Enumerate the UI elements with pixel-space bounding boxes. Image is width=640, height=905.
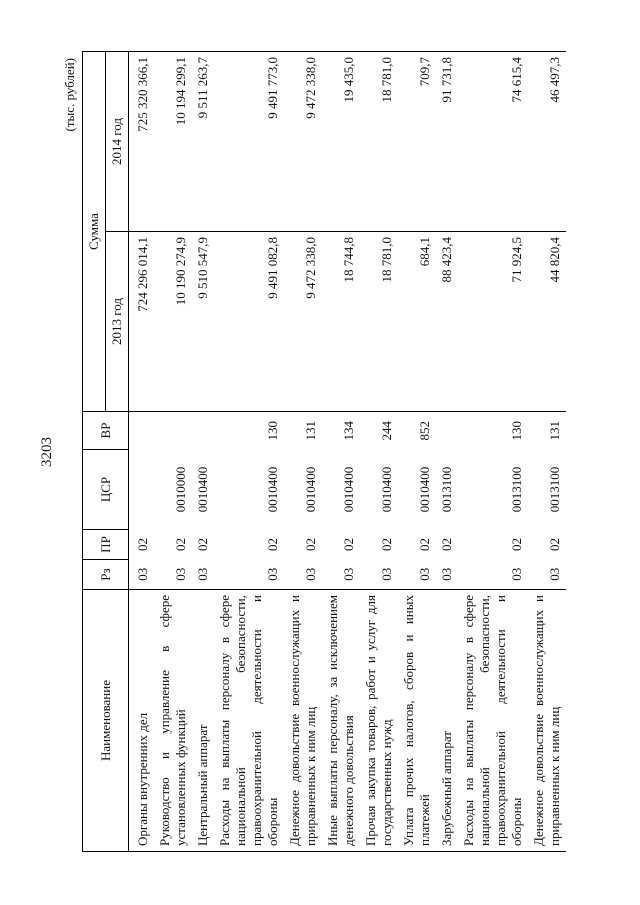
row-pr: 02 — [417, 538, 432, 551]
row-name: Денежное довольствие военнослужащих и приравненных к ним лиц — [528, 590, 566, 852]
budget-table — [82, 51, 566, 852]
row-vr: 131 — [284, 412, 322, 450]
row-pr: 02 — [509, 538, 524, 551]
row-amount-2013: 71 924,5 — [458, 232, 528, 412]
header-rz: Рз — [83, 560, 129, 590]
row-amount-2013: 44 820,4 — [528, 232, 566, 412]
row-amount-2014: 10 194 299,1 — [154, 52, 192, 232]
row-pr: 02 — [303, 538, 318, 551]
header-year-2014: 2014 год — [106, 52, 129, 232]
row-amount-2014: 91 731,8 — [436, 52, 458, 232]
row-rz: 03 — [509, 567, 524, 581]
row-vr: 244 — [360, 412, 398, 450]
row-name: Расходы на выплаты персоналу в сфере национальной безопасности, правоохранительной деятельности и обороны — [214, 590, 284, 852]
row-vr: 130 — [214, 412, 284, 450]
row-csr: 0010400 — [265, 466, 280, 513]
row-rz: 03 — [265, 567, 280, 581]
table-header — [83, 52, 129, 852]
row-name: Денежное довольствие военнослужащих и приравненных к ним лиц — [284, 590, 322, 852]
row-csr: 0010400 — [195, 466, 210, 513]
row-amount-2014: 19 435,0 — [322, 52, 360, 232]
row-vr — [436, 412, 458, 450]
row-amount-2013: 9 510 547,9 — [192, 232, 214, 412]
row-pr: 02 — [379, 538, 394, 551]
row-amount-2014: 9 511 263,7 — [192, 52, 214, 232]
row-amount-2014: 46 497,3 — [528, 52, 566, 232]
row-vr — [154, 412, 192, 450]
table-body — [129, 52, 567, 852]
row-amount-2014: 709,7 — [398, 52, 436, 232]
row-rz: 03 — [379, 567, 394, 581]
row-amount-2014: 9 491 773,0 — [214, 52, 284, 232]
row-rz: 03 — [341, 567, 356, 581]
row-vr: 131 — [528, 412, 566, 450]
row-pr: 02 — [341, 538, 356, 551]
row-name: Руководство и управление в сфере установленных функций — [154, 590, 192, 852]
header-year-2013: 2013 год — [106, 232, 129, 412]
row-csr: 0013100 — [509, 466, 524, 513]
table-row — [528, 52, 566, 852]
row-vr: 130 — [458, 412, 528, 450]
row-name: Центральный аппарат — [192, 590, 214, 852]
row-csr: 0010000 — [173, 466, 188, 513]
row-name: Органы внутренних дел — [129, 590, 155, 852]
row-amount-2013: 724 296 014,1 — [129, 232, 155, 412]
row-amount-2013: 18 781,0 — [360, 232, 398, 412]
row-pr: 02 — [439, 538, 454, 551]
row-csr: 0010400 — [417, 466, 432, 513]
row-csr: 0010400 — [303, 466, 318, 513]
row-csr — [129, 450, 155, 530]
header-sum: Сумма — [83, 52, 106, 412]
header-vr: ВР — [83, 412, 129, 450]
row-csr: 0013100 — [547, 466, 562, 513]
row-csr: 0013100 — [439, 466, 454, 513]
row-name: Иные выплаты персоналу, за исключением денежного довольствия — [322, 590, 360, 852]
row-name: Уплата прочих налогов, сборов и иных платежей — [398, 590, 436, 852]
table-row — [192, 52, 214, 852]
row-pr: 02 — [547, 538, 562, 551]
row-amount-2014: 9 472 338,0 — [284, 52, 322, 232]
table-row — [436, 52, 458, 852]
row-vr: 852 — [398, 412, 436, 450]
row-rz: 03 — [417, 567, 432, 581]
row-amount-2014: 18 781,0 — [360, 52, 398, 232]
header-pr: ПР — [83, 530, 129, 560]
row-csr: 0010400 — [379, 466, 394, 513]
row-rz: 03 — [195, 567, 210, 581]
row-pr: 02 — [265, 538, 280, 551]
table-row — [214, 52, 284, 852]
row-rz: 03 — [173, 567, 188, 581]
row-vr — [129, 412, 155, 450]
row-csr: 0010400 — [341, 466, 356, 513]
row-name: Зарубежный аппарат — [436, 590, 458, 852]
table-row — [360, 52, 398, 852]
row-pr: 02 — [195, 538, 210, 551]
row-amount-2013: 9 472 338,0 — [284, 232, 322, 412]
row-rz: 03 — [439, 567, 454, 581]
row-amount-2013: 684,1 — [398, 232, 436, 412]
table-row — [322, 52, 360, 852]
header-csr: ЦСР — [83, 450, 129, 530]
row-name: Расходы на выплаты персоналу в сфере национальной безопасности, правоохранительной деятельности и обороны — [458, 590, 528, 852]
row-amount-2013: 9 491 082,8 — [214, 232, 284, 412]
table-row — [284, 52, 322, 852]
row-vr: 134 — [322, 412, 360, 450]
row-amount-2014: 725 320 366,1 — [129, 52, 155, 232]
units-caption: (тыс. рублей) — [62, 58, 77, 132]
row-amount-2013: 10 190 274,9 — [154, 232, 192, 412]
row-pr: 02 — [173, 538, 188, 551]
row-amount-2013: 18 744,8 — [322, 232, 360, 412]
table-row — [129, 52, 155, 852]
header-name: Наименование — [83, 590, 129, 852]
table-row — [154, 52, 192, 852]
row-rz: 03 — [547, 567, 562, 581]
row-amount-2013: 88 423,4 — [436, 232, 458, 412]
budget-table-block — [60, 52, 580, 852]
row-amount-2014: 74 615,4 — [458, 52, 528, 232]
table-row — [458, 52, 528, 852]
row-vr — [192, 412, 214, 450]
table-row — [398, 52, 436, 852]
row-pr: 02 — [135, 538, 150, 551]
page-number: 3203 — [39, 437, 55, 467]
row-rz: 03 — [303, 567, 318, 581]
row-name: Прочая закупка товаров, работ и услуг для государственных нужд — [360, 590, 398, 852]
row-rz: 03 — [135, 567, 150, 581]
